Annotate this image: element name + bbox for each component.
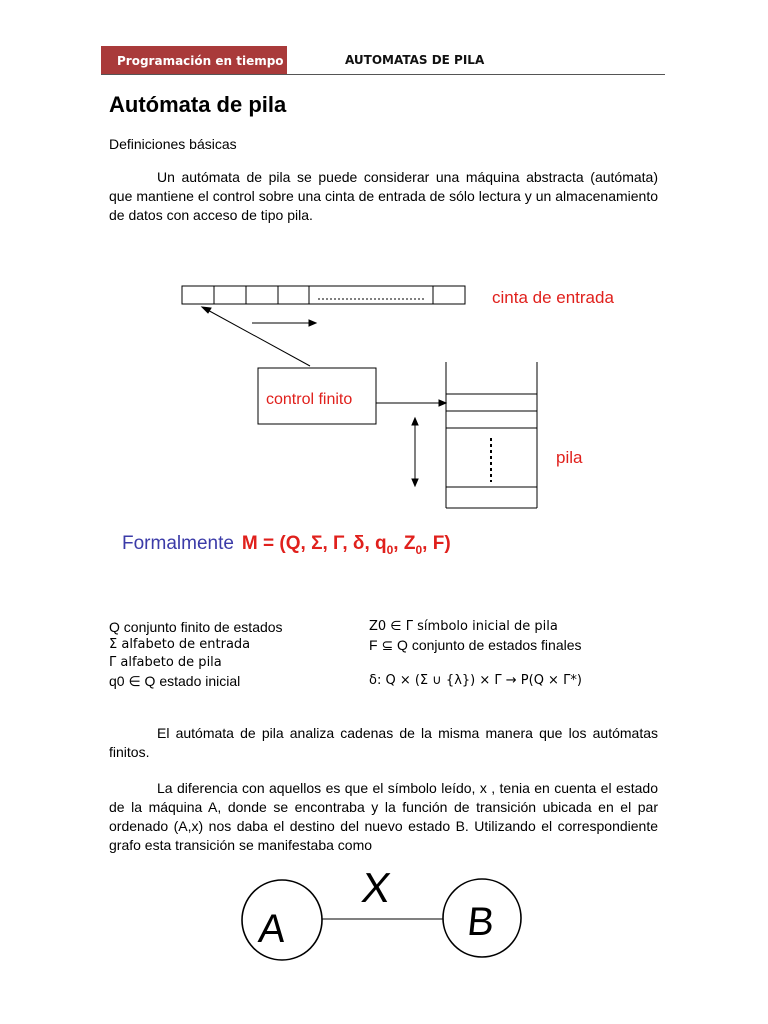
input-tape <box>182 286 465 304</box>
document-header-title: AUTOMATAS DE PILA <box>345 53 485 67</box>
definition-transition-function: δ: Q × (Σ ∪ {λ}) × Γ → P(Q × Γ*) <box>369 673 582 688</box>
page-title: Autómata de pila <box>109 92 287 117</box>
definition-states: Q conjunto finito de estados <box>109 619 283 635</box>
text-cursor <box>315 54 316 68</box>
tape-direction-arrow <box>252 320 316 326</box>
formal-definition <box>122 533 451 557</box>
tape-label: cinta de entrada <box>492 288 614 307</box>
formal-word: Formalmente <box>122 533 234 554</box>
state-b-label: B <box>465 900 497 944</box>
definition-initial-stack-symbol: Z0 ∈ Γ símbolo inicial de pila <box>369 619 558 634</box>
stack-label: pila <box>556 448 583 467</box>
state-transition-graph <box>0 860 768 1024</box>
state-a-label: A <box>256 907 288 951</box>
automaton-tuple: M = (Q, Σ, Γ, δ, $q_0$, $Z_0$, F) <box>241 533 451 557</box>
stack-movement-arrow <box>412 418 418 486</box>
read-head-arrow <box>202 307 310 366</box>
finite-control-label: control finito <box>266 391 353 408</box>
header-divider <box>101 74 665 75</box>
pushdown-automaton-diagram <box>0 270 768 520</box>
definition-final-states: F ⊆ Q conjunto de estados finales <box>369 637 582 653</box>
definition-stack-alphabet: Γ alfabeto de pila <box>109 655 222 670</box>
control-to-stack-arrow <box>376 400 446 406</box>
stack <box>446 362 537 508</box>
course-name: Programación en tiempo real <box>117 54 314 68</box>
definition-input-alphabet: Σ alfabeto de entrada <box>109 637 251 652</box>
intro-paragraph: Un autómata de pila se puede considerar una máquina abstracta (autómata) que mantiene el control sobre una cinta de entrada de sólo lectura y un almacenamiento de datos con acceso de tipo pila. <box>109 169 658 223</box>
section-title: Definiciones básicas <box>109 136 237 152</box>
transition-label: X <box>358 864 394 911</box>
course-header-tab <box>101 46 314 74</box>
definition-initial-state: q0 ∈ Q estado inicial <box>109 673 241 689</box>
analysis-paragraph: El autómata de pila analiza cadenas de la misma manera que los autómatas finitos. <box>109 725 658 760</box>
difference-paragraph: La diferencia con aquellos es que el símbolo leído, x , tenia en cuenta el estado de la máquina A, donde se encontraba y la función de transición ubicada en el par ordenado (A,x) nos daba el destino del nuevo estado B. Utilizando el correspondiente grafo esta transición se manifestaba como <box>109 780 658 853</box>
